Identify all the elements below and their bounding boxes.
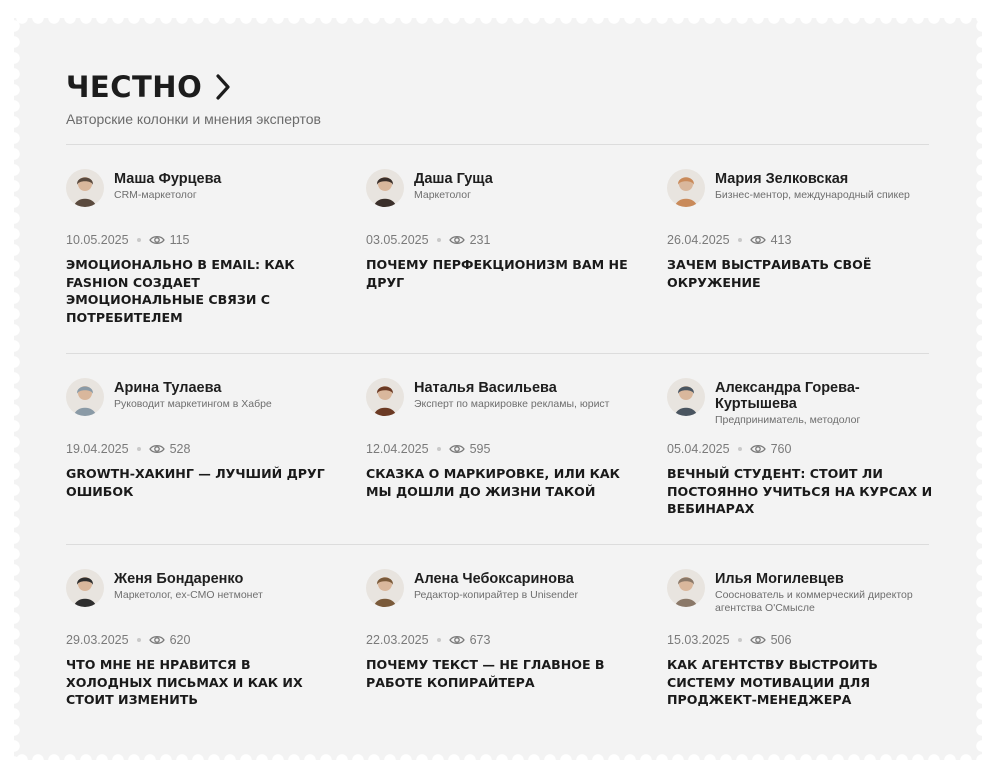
perforation-right [976,18,988,760]
article-meta [66,233,190,247]
author-name: Александра Горева-Куртышева [715,380,860,412]
publish-date: 19.04.2025 [66,442,129,456]
eye-icon [449,235,465,245]
perforation-bottom [14,754,982,766]
publish-date: 22.03.2025 [366,633,429,647]
divider [66,144,929,145]
view-count: 115 [169,233,190,247]
article-meta [66,442,190,456]
separator-dot [738,447,742,451]
article-meta [667,442,791,456]
article-title[interactable]: ПОЧЕМУ ПЕРФЕКЦИОНИЗМ ВАМ НЕ ДРУГ [366,257,628,290]
eye-icon [149,635,165,645]
separator-dot [738,238,742,242]
article-title[interactable]: ЭМОЦИОНАЛЬНО В EMAIL: КАК FASHION СОЗДАЕТ ЭМОЦИОНАЛЬНЫЕ СВЯЗИ С ПОТРЕБИТЕЛЕМ [66,257,295,325]
article-card[interactable] [66,378,336,548]
publish-date: 03.05.2025 [366,233,429,247]
author-name: Маша Фурцева [114,171,222,187]
view-count: 231 [469,233,491,247]
separator-dot [137,238,141,242]
view-count: 595 [469,442,491,456]
publish-date: 15.03.2025 [667,633,730,647]
author[interactable] [366,378,636,416]
article-card[interactable] [667,378,937,548]
separator-dot [137,447,141,451]
author-name: Мария Зелковская [715,171,849,187]
avatar [667,569,705,607]
article-card[interactable] [667,569,937,739]
author-role: Сооснователь и коммерческий директор агентства О'Смысле [715,589,913,614]
author-name: Даша Гуща [414,171,493,187]
avatar [366,378,404,416]
perforation-top [14,12,982,24]
article-title[interactable]: ВЕЧНЫЙ СТУДЕНТ: СТОИТ ЛИ ПОСТОЯННО УЧИТЬСЯ НА КУРСАХ И ВЕБИНАРАХ [667,466,933,516]
separator-dot [738,638,742,642]
chevron-right-icon [214,73,232,101]
section-subtitle: Авторские колонки и мнения экспертов [66,111,321,127]
author[interactable] [366,169,636,207]
article-meta [366,233,490,247]
separator-dot [137,638,141,642]
author[interactable] [366,569,636,607]
article-meta [66,633,190,647]
view-count: 673 [469,633,491,647]
author-role: Эксперт по маркировке рекламы, юрист [414,398,610,410]
view-count: 413 [770,233,792,247]
avatar [366,169,404,207]
avatar [66,169,104,207]
author-role: Предприниматель, методолог [715,414,861,426]
separator-dot [437,447,441,451]
article-meta [667,633,791,647]
article-title[interactable]: КАК АГЕНТСТВУ ВЫСТРОИТЬ СИСТЕМУ МОТИВАЦИИ ДЛЯ ПРОДЖЕКТ-МЕНЕДЖЕРА [667,657,878,707]
author-name: Женя Бондаренко [114,571,244,587]
eye-icon [750,235,766,245]
article-card[interactable] [667,169,937,339]
view-count: 506 [770,633,792,647]
publish-date: 12.04.2025 [366,442,429,456]
author-role: Руководит маркетингом в Хабре [114,398,272,410]
article-card[interactable] [366,169,636,339]
article-meta [667,233,791,247]
view-count: 528 [169,442,191,456]
avatar [366,569,404,607]
article-card[interactable] [66,569,336,739]
eye-icon [750,444,766,454]
author-name: Наталья Васильева [414,380,557,396]
article-title[interactable]: СКАЗКА О МАРКИРОВКЕ, ИЛИ КАК МЫ ДОШЛИ ДО ЖИЗНИ ТАКОЙ [366,466,620,499]
author-name: Арина Тулаева [114,380,222,396]
author[interactable] [667,378,937,427]
article-meta [366,442,490,456]
eye-icon [449,635,465,645]
avatar [667,378,705,416]
perforation-left [8,18,20,760]
section-header [66,70,232,104]
author-name: Алена Чебоксаринова [414,571,574,587]
publish-date: 05.04.2025 [667,442,730,456]
publish-date: 26.04.2025 [667,233,730,247]
publish-date: 10.05.2025 [66,233,129,247]
separator-dot [437,238,441,242]
eye-icon [449,444,465,454]
article-card[interactable] [366,569,636,739]
article-card[interactable] [66,169,336,339]
avatar [66,378,104,416]
view-count: 620 [169,633,191,647]
author[interactable] [667,569,937,615]
author-name: Илья Могилевцев [715,571,844,587]
author-role: Редактор-копирайтер в Unisender [414,589,578,601]
author[interactable] [66,169,336,207]
section-title: ЧЕСТНО [66,70,203,104]
author-role: Бизнес-ментор, международный спикер [715,189,910,201]
article-card[interactable] [366,378,636,548]
author-role: Маркетолог, ex-CMO нетмонет [114,589,263,601]
view-count: 760 [770,442,792,456]
section-title-link[interactable] [66,70,232,104]
eye-icon [149,444,165,454]
article-meta [366,633,490,647]
eye-icon [750,635,766,645]
author-role: CRM-маркетолог [114,189,197,201]
article-title[interactable]: ЗАЧЕМ ВЫСТРАИВАТЬ СВОЁ ОКРУЖЕНИЕ [667,257,872,290]
author[interactable] [66,569,336,607]
article-title[interactable]: ЧТО МНЕ НЕ НРАВИТСЯ В ХОЛОДНЫХ ПИСЬМАХ И КАК ИХ СТОИТ ИЗМЕНИТЬ [66,657,303,707]
author[interactable] [66,378,336,416]
separator-dot [437,638,441,642]
article-title[interactable]: GROWTH-ХАКИНГ — ЛУЧШИЙ ДРУГ ОШИБОК [66,466,325,499]
avatar [667,169,705,207]
author[interactable] [667,169,937,207]
article-title[interactable]: ПОЧЕМУ ТЕКСТ — НЕ ГЛАВНОЕ В РАБОТЕ КОПИРАЙТЕРА [366,657,605,690]
author-role: Маркетолог [414,189,471,201]
avatar [66,569,104,607]
publish-date: 29.03.2025 [66,633,129,647]
divider [66,353,929,354]
eye-icon [149,235,165,245]
